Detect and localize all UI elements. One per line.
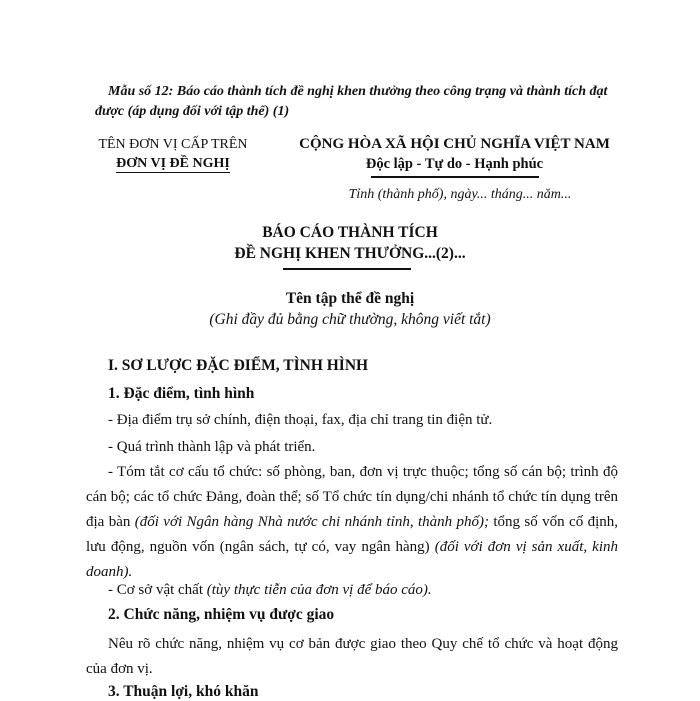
paragraph-structure xyxy=(86,460,618,585)
national-header xyxy=(292,134,617,178)
national-motto: Độc lập - Tự do - Hạnh phúc xyxy=(365,156,544,172)
form-note-text: Báo cáo thành tích đề nghị khen thưởng theo công trạng và thành tích đạt được (áp dụng đối với tập thể) (1) xyxy=(95,84,608,119)
report-title-line1: BÁO CÁO THÀNH TÍCH xyxy=(262,224,438,241)
item-structure-d: (đối với đơn vị sản xuất, kinh doanh). xyxy=(86,539,618,580)
motto-underline xyxy=(371,176,539,178)
form-note-lead: Mẫu số 12: xyxy=(108,84,174,99)
paragraph-location xyxy=(86,408,618,433)
form-note xyxy=(95,82,620,122)
subsection-2-heading: 2. Chức năng, nhiệm vụ được giao xyxy=(108,606,335,623)
item-structure-a: - Tóm tắt cơ cấu tổ chức: số phòng, ban, đơn vị trực thuộc; tổng số cán bộ; trình độ cán bộ; các tổ chức Đảng, đoàn thể; số Tổ chức tín dụng/chi nhánh tổ chức tín dụng trên địa bàn xyxy=(86,464,618,530)
item-history: - Quá trình thành lập và phát triển. xyxy=(108,439,316,455)
report-title-line2: ĐỀ NGHỊ KHEN THƯỞNG...(2)... xyxy=(234,245,466,262)
collective-name: Tên tập thể đề nghị xyxy=(285,290,415,307)
item-structure-c: tổng số vốn cố định, lưu động, nguồn vốn (ngân sách, tự có, vay ngân hàng) xyxy=(86,514,618,555)
superior-unit-name: TÊN ĐƠN VỊ CẤP TRÊN xyxy=(98,137,248,152)
item-location: - Địa điểm trụ sở chính, điện thoại, fax, địa chỉ trang tin điện tử. xyxy=(108,412,493,428)
left-header xyxy=(88,135,258,173)
collective-note: (Ghi đầy đủ bằng chữ thường, không viết tắt) xyxy=(209,311,491,328)
subsection-3-heading: 3. Thuận lợi, khó khăn xyxy=(108,683,259,700)
paragraph-facilities xyxy=(86,578,618,603)
report-title xyxy=(100,222,600,264)
subsection-1-heading: 1. Đặc điểm, tình hình xyxy=(108,385,255,402)
collective-block xyxy=(100,288,600,330)
proposing-unit-name: ĐƠN VỊ ĐỀ NGHỊ xyxy=(116,156,230,171)
title-underline xyxy=(283,268,411,270)
national-title: CỘNG HÒA XÃ HỘI CHỦ NGHĨA VIỆT NAM xyxy=(299,136,610,152)
item-structure-b: (đối với Ngân hàng Nhà nước chi nhánh tỉnh, thành phố); xyxy=(134,514,489,530)
item-facilities-b: (tùy thực tiễn của đơn vị để báo cáo). xyxy=(206,582,432,598)
functions-text: Nêu rõ chức năng, nhiệm vụ cơ bản được giao theo Quy chế tổ chức và hoạt động của đơn vị. xyxy=(86,636,618,677)
paragraph-functions xyxy=(86,632,618,682)
date-line: Tỉnh (thành phố), ngày... tháng... năm... xyxy=(348,187,572,202)
section-1-heading: I. SƠ LƯỢC ĐẶC ĐIỂM, TÌNH HÌNH xyxy=(108,357,369,374)
item-facilities-a: - Cơ sở vật chất xyxy=(108,582,207,598)
paragraph-history xyxy=(86,435,618,460)
